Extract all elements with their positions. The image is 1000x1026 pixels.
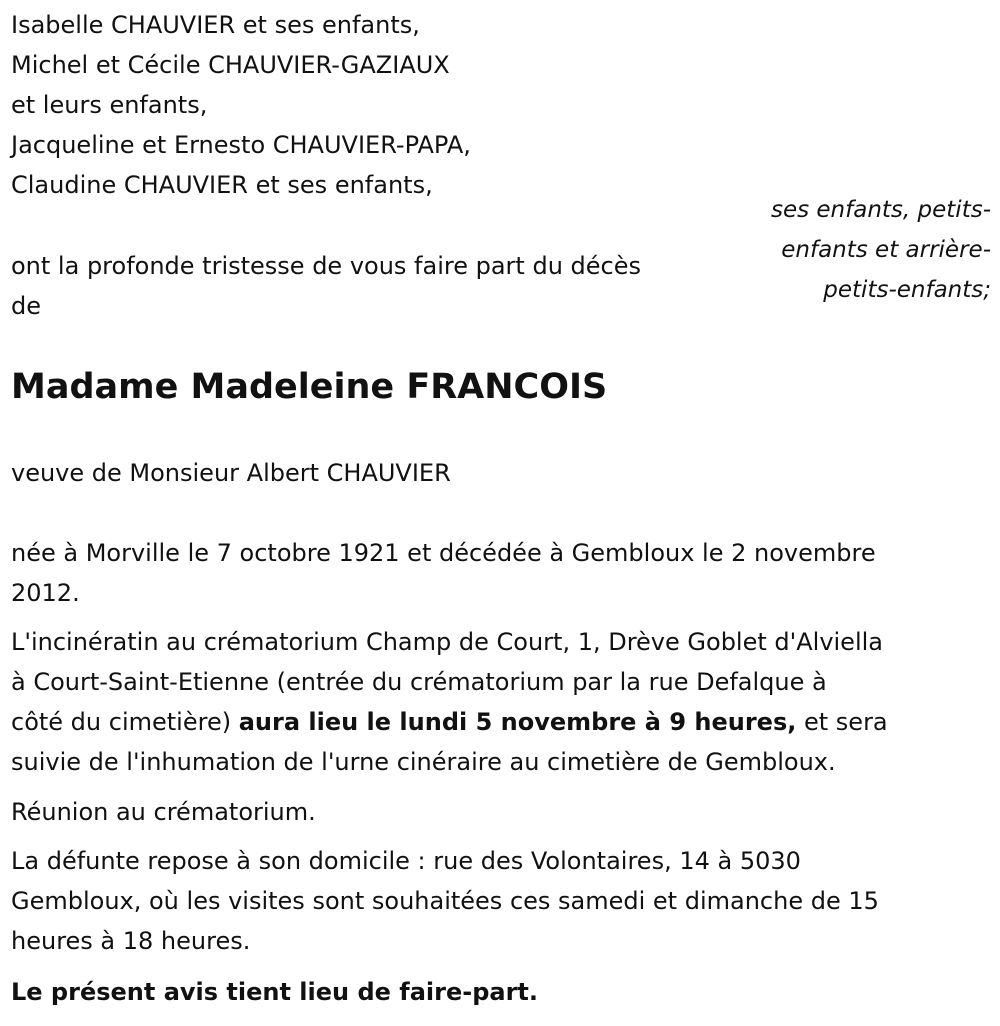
widow-of-line: veuve de Monsieur Albert CHAUVIER <box>11 459 451 487</box>
visitation-paragraph <box>11 841 991 961</box>
ceremony-line-3-post: et sera <box>796 708 888 736</box>
announcement-line-1: ont la profonde tristesse de vous faire part du décès <box>11 252 641 280</box>
birth-death-line-1: née à Morville le 7 octobre 1921 et décédée à Gembloux le 2 novembre <box>11 539 876 567</box>
visitation-line-1: La défunte repose à son domicile : rue des Volontaires, 14 à 5030 <box>11 847 801 875</box>
family-line-3: et leurs enfants, <box>11 91 208 119</box>
meeting-line: Réunion au crématorium. <box>11 798 316 826</box>
birth-death-line-2: 2012. <box>11 579 80 607</box>
family-line-1: Isabelle CHAUVIER et ses enfants, <box>11 11 420 39</box>
side-note-line-2: enfants et arrière- <box>781 237 991 263</box>
ceremony-line-4: suivie de l'inhumation de l'urne cinéraire au cimetière de Gembloux. <box>11 748 836 776</box>
side-note <box>741 190 991 310</box>
family-line-4: Jacqueline et Ernesto CHAUVIER-PAPA, <box>11 131 471 159</box>
visitation-line-2: Gembloux, où les visites sont souhaitées ces samedi et dimanche de 15 <box>11 887 879 915</box>
family-line-2: Michel et Cécile CHAUVIER-GAZIAUX <box>11 51 450 79</box>
ceremony-line-2: à Court-Saint-Etienne (entrée du crématorium par la rue Defalque à <box>11 668 827 696</box>
ceremony-line-3-pre: côté du cimetière) <box>11 708 239 736</box>
ceremony-paragraph <box>11 622 991 782</box>
side-note-line-3: petits-enfants; <box>823 277 991 303</box>
visitation-line-3: heures à 18 heures. <box>11 927 251 955</box>
announcement-line-2: de <box>11 292 41 320</box>
ceremony-line-3 <box>11 702 991 742</box>
closing-line: Le présent avis tient lieu de faire-part. <box>11 978 539 1006</box>
ceremony-date-time: aura lieu le lundi 5 novembre à 9 heures, <box>238 708 797 736</box>
deceased-name: Madame Madeleine FRANCOIS <box>11 367 608 407</box>
side-note-line-1: ses enfants, petits- <box>770 197 991 223</box>
ceremony-line-1: L'incinératin au crématorium Champ de Court, 1, Drève Goblet d'Alviella <box>11 628 883 656</box>
family-line-5: Claudine CHAUVIER et ses enfants, <box>11 171 433 199</box>
